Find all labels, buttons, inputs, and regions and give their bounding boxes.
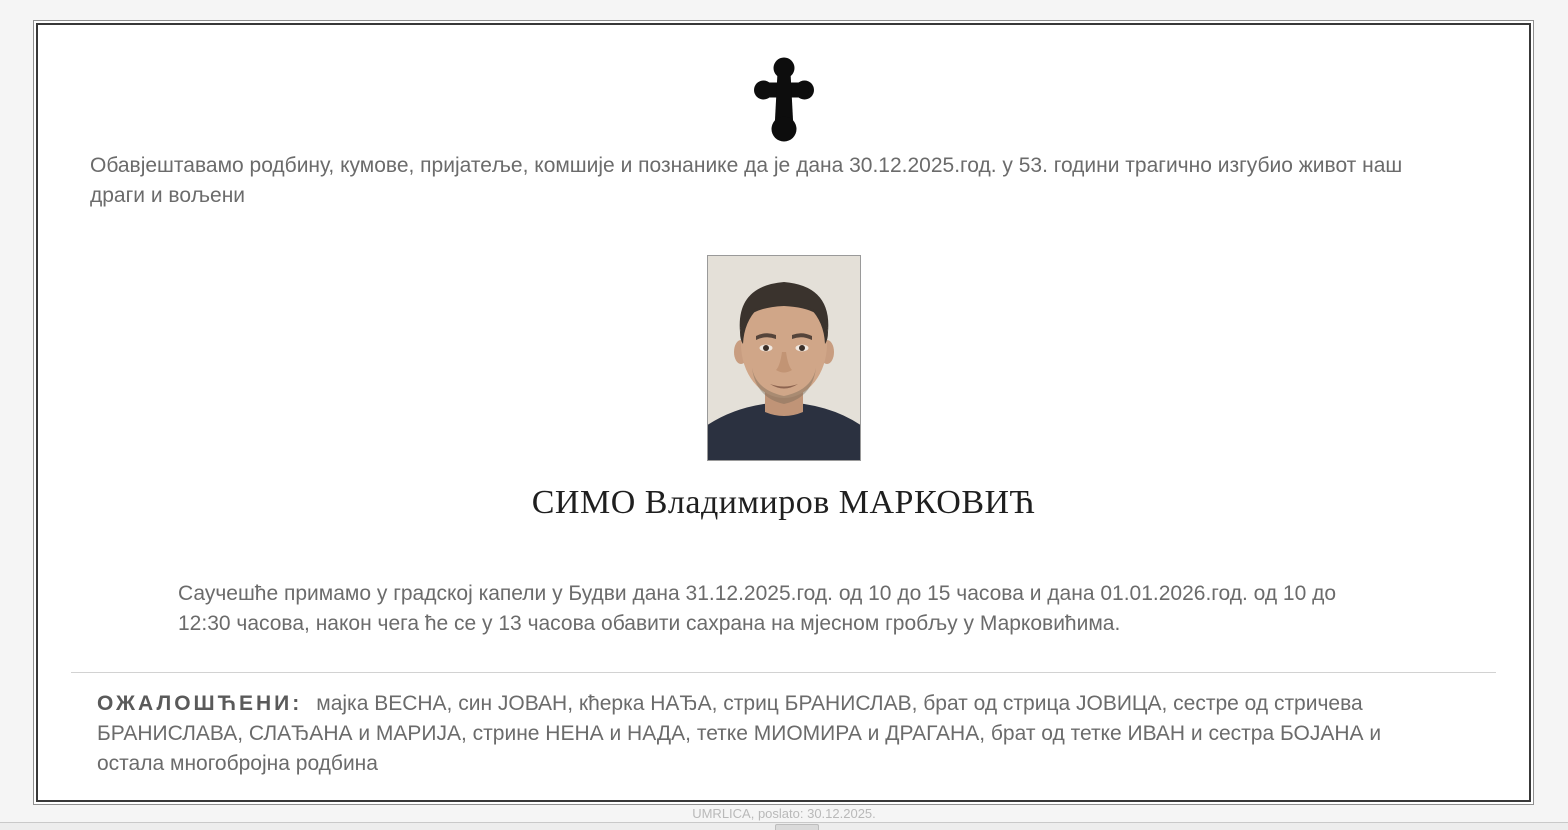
- funeral-details-paragraph: Саучешће примамо у градској капели у Будви дана 31.12.2025.год. од 10 до 15 часова и дана 01.01.2026.год. од 10 до 12:30 часова, након чега ће се у 13 часова обавити сахрана на мјесном гробљу у Марковићима.: [178, 582, 1337, 635]
- deceased-portrait-photo: [708, 256, 860, 460]
- intro-paragraph: Обавјештавамо родбину, кумове, пријатеље, комшије и познанике да је дана 30.12.2025.год. у 53. години трагично изгубио живот наш драги и вољени: [90, 154, 1403, 207]
- mourners-list: мајка ВЕСНА, син ЈОВАН, кћерка НАЂА, стриц БРАНИСЛАВ, брат од стрица ЈОВИЦА, сестре од стричева БРАНИСЛАВА, СЛАЂАНА и МАРИЈА, стрине НЕНА и НАДА, тетке МИОМИРА и ДРАГАНА, брат од тетке ИВАН и сестра БОЈАНА и остала многобројна родбина: [97, 692, 1382, 775]
- site-footer-text: UMRLICA, poslato: 30.12.2025.: [692, 806, 876, 821]
- orthodox-cross-icon: [753, 57, 815, 143]
- divider-line: [71, 672, 1496, 673]
- deceased-name: СИМО Владимиров МАРКОВИЋ: [531, 484, 1036, 521]
- mourners-paragraph: [97, 689, 1449, 779]
- portrait-photo: [707, 255, 861, 461]
- obituary-frame: [36, 23, 1531, 802]
- mourners-label: ОЖАЛОШЋЕНИ:: [97, 692, 303, 715]
- obituary-page: [33, 20, 1534, 805]
- cross-container: [38, 57, 1529, 143]
- photo-container: [38, 255, 1529, 461]
- scroll-peek-button[interactable]: [775, 824, 819, 830]
